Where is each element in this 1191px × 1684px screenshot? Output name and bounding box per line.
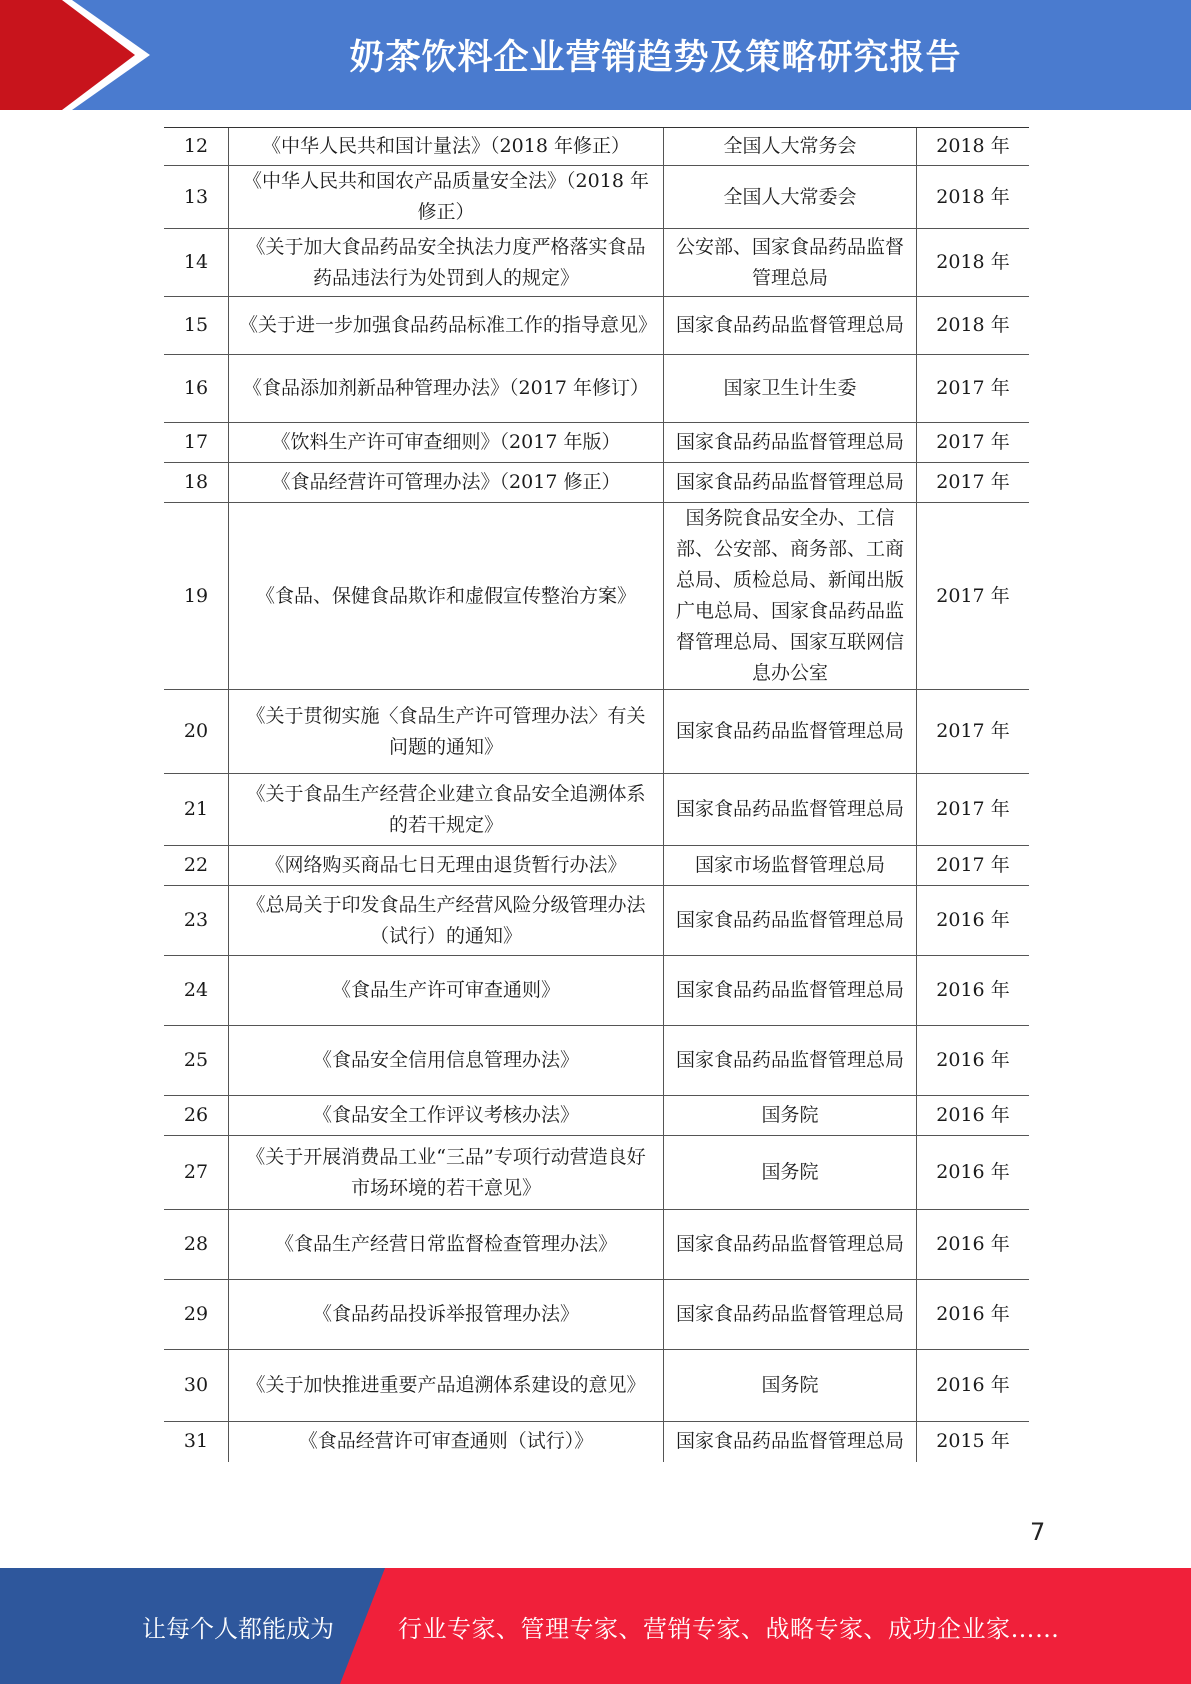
row-number-cell: 18: [164, 463, 229, 503]
year-cell: 2017 年: [917, 423, 1030, 463]
table-row: [164, 1350, 1029, 1422]
issuing-authority-cell: 国家市场监督管理总局: [664, 846, 917, 886]
regulations-table-container: [164, 127, 1026, 1462]
table-row: [164, 166, 1029, 229]
table-row: [164, 846, 1029, 886]
row-number-cell: 31: [164, 1422, 229, 1462]
page-footer: [0, 1568, 1191, 1684]
header-chevron-red: [0, 0, 135, 110]
year-cell: 2018 年: [917, 297, 1030, 355]
year-cell: 2016 年: [917, 1210, 1030, 1280]
regulation-name-cell: 《关于食品生产经营企业建立食品安全追溯体系的若干规定》: [229, 774, 664, 846]
table-row: [164, 1026, 1029, 1096]
regulation-name-cell: 《食品生产许可审查通则》: [229, 956, 664, 1026]
regulation-name-cell: 《总局关于印发食品生产经营风险分级管理办法（试行）的通知》: [229, 886, 664, 956]
table-row: [164, 423, 1029, 463]
year-cell: 2017 年: [917, 690, 1030, 774]
table-row: [164, 355, 1029, 423]
regulation-name-cell: 《食品安全工作评议考核办法》: [229, 1096, 664, 1136]
regulation-name-cell: 《关于加大食品药品安全执法力度严格落实食品药品违法行为处罚到人的规定》: [229, 229, 664, 297]
row-number-cell: 20: [164, 690, 229, 774]
year-cell: 2018 年: [917, 128, 1030, 166]
regulation-name-cell: 《饮料生产许可审查细则》（2017 年版）: [229, 423, 664, 463]
page-number: 7: [1030, 1518, 1046, 1546]
issuing-authority-cell: 国家卫生计生委: [664, 355, 917, 423]
year-cell: 2016 年: [917, 956, 1030, 1026]
regulation-name-cell: 《食品添加剂新品种管理办法》（2017 年修订）: [229, 355, 664, 423]
issuing-authority-cell: 国务院: [664, 1136, 917, 1210]
row-number-cell: 26: [164, 1096, 229, 1136]
regulation-name-cell: 《中华人民共和国农产品质量安全法》（2018 年修正）: [229, 166, 664, 229]
row-number-cell: 28: [164, 1210, 229, 1280]
year-cell: 2016 年: [917, 1280, 1030, 1350]
year-cell: 2018 年: [917, 229, 1030, 297]
row-number-cell: 15: [164, 297, 229, 355]
regulation-name-cell: 《食品安全信用信息管理办法》: [229, 1026, 664, 1096]
table-row: [164, 128, 1029, 166]
year-cell: 2015 年: [917, 1422, 1030, 1462]
issuing-authority-cell: 国家食品药品监督管理总局: [664, 886, 917, 956]
regulation-name-cell: 《食品生产经营日常监督检查管理办法》: [229, 1210, 664, 1280]
issuing-authority-cell: 国家食品药品监督管理总局: [664, 774, 917, 846]
row-number-cell: 30: [164, 1350, 229, 1422]
row-number-cell: 21: [164, 774, 229, 846]
year-cell: 2017 年: [917, 846, 1030, 886]
issuing-authority-cell: 国家食品药品监督管理总局: [664, 1422, 917, 1462]
year-cell: 2016 年: [917, 1026, 1030, 1096]
year-cell: 2017 年: [917, 774, 1030, 846]
report-title: 奶茶饮料企业营销趋势及策略研究报告: [349, 38, 962, 78]
row-number-cell: 13: [164, 166, 229, 229]
table-row: [164, 229, 1029, 297]
issuing-authority-cell: 国家食品药品监督管理总局: [664, 423, 917, 463]
row-number-cell: 23: [164, 886, 229, 956]
table-row: [164, 463, 1029, 503]
regulation-name-cell: 《食品药品投诉举报管理办法》: [229, 1280, 664, 1350]
issuing-authority-cell: 国家食品药品监督管理总局: [664, 1280, 917, 1350]
row-number-cell: 22: [164, 846, 229, 886]
year-cell: 2016 年: [917, 1096, 1030, 1136]
table-row: [164, 297, 1029, 355]
footer-slogan-right: 行业专家、管理专家、营销专家、战略专家、成功企业家……: [398, 1614, 1060, 1643]
issuing-authority-cell: 国家食品药品监督管理总局: [664, 297, 917, 355]
year-cell: 2018 年: [917, 166, 1030, 229]
issuing-authority-cell: 全国人大常务会: [664, 128, 917, 166]
issuing-authority-cell: 国务院: [664, 1096, 917, 1136]
table-row: [164, 1136, 1029, 1210]
row-number-cell: 29: [164, 1280, 229, 1350]
issuing-authority-cell: 国务院: [664, 1350, 917, 1422]
row-number-cell: 24: [164, 956, 229, 1026]
regulation-name-cell: 《网络购买商品七日无理由退货暂行办法》: [229, 846, 664, 886]
regulation-name-cell: 《关于开展消费品工业“三品”专项行动营造良好市场环境的若干意见》: [229, 1136, 664, 1210]
year-cell: 2017 年: [917, 503, 1030, 690]
regulation-name-cell: 《食品经营许可管理办法》（2017 修正）: [229, 463, 664, 503]
table-row: [164, 690, 1029, 774]
year-cell: 2017 年: [917, 355, 1030, 423]
regulation-name-cell: 《关于进一步加强食品药品标准工作的指导意见》: [229, 297, 664, 355]
regulation-name-cell: 《食品、保健食品欺诈和虚假宣传整治方案》: [229, 503, 664, 690]
year-cell: 2016 年: [917, 886, 1030, 956]
regulation-name-cell: 《中华人民共和国计量法》（2018 年修正）: [229, 128, 664, 166]
regulation-name-cell: 《关于贯彻实施〈食品生产许可管理办法〉有关问题的通知》: [229, 690, 664, 774]
table-row: [164, 1280, 1029, 1350]
regulation-name-cell: 《食品经营许可审查通则（试行）》: [229, 1422, 664, 1462]
table-row: [164, 503, 1029, 690]
page-header: [0, 0, 1191, 110]
issuing-authority-cell: 国家食品药品监督管理总局: [664, 1210, 917, 1280]
table-row: [164, 956, 1029, 1026]
table-row: [164, 1210, 1029, 1280]
table-row: [164, 774, 1029, 846]
row-number-cell: 25: [164, 1026, 229, 1096]
row-number-cell: 19: [164, 503, 229, 690]
issuing-authority-cell: 国家食品药品监督管理总局: [664, 463, 917, 503]
year-cell: 2016 年: [917, 1350, 1030, 1422]
issuing-authority-cell: 国家食品药品监督管理总局: [664, 1026, 917, 1096]
year-cell: 2016 年: [917, 1136, 1030, 1210]
row-number-cell: 17: [164, 423, 229, 463]
issuing-authority-cell: 国家食品药品监督管理总局: [664, 690, 917, 774]
footer-slogan-left: 让每个人都能成为: [142, 1614, 334, 1643]
issuing-authority-cell: 国家食品药品监督管理总局: [664, 956, 917, 1026]
year-cell: 2017 年: [917, 463, 1030, 503]
issuing-authority-cell: 国务院食品安全办、工信部、公安部、商务部、工商总局、质检总局、新闻出版广电总局、国家食品药品监督管理总局、国家互联网信息办公室: [664, 503, 917, 690]
issuing-authority-cell: 公安部、国家食品药品监督管理总局: [664, 229, 917, 297]
regulations-table: [164, 127, 1029, 1462]
row-number-cell: 27: [164, 1136, 229, 1210]
table-row: [164, 886, 1029, 956]
row-number-cell: 16: [164, 355, 229, 423]
issuing-authority-cell: 全国人大常委会: [664, 166, 917, 229]
row-number-cell: 14: [164, 229, 229, 297]
row-number-cell: 12: [164, 128, 229, 166]
table-row: [164, 1096, 1029, 1136]
table-row: [164, 1422, 1029, 1462]
regulations-table-body: [164, 128, 1029, 1462]
regulation-name-cell: 《关于加快推进重要产品追溯体系建设的意见》: [229, 1350, 664, 1422]
